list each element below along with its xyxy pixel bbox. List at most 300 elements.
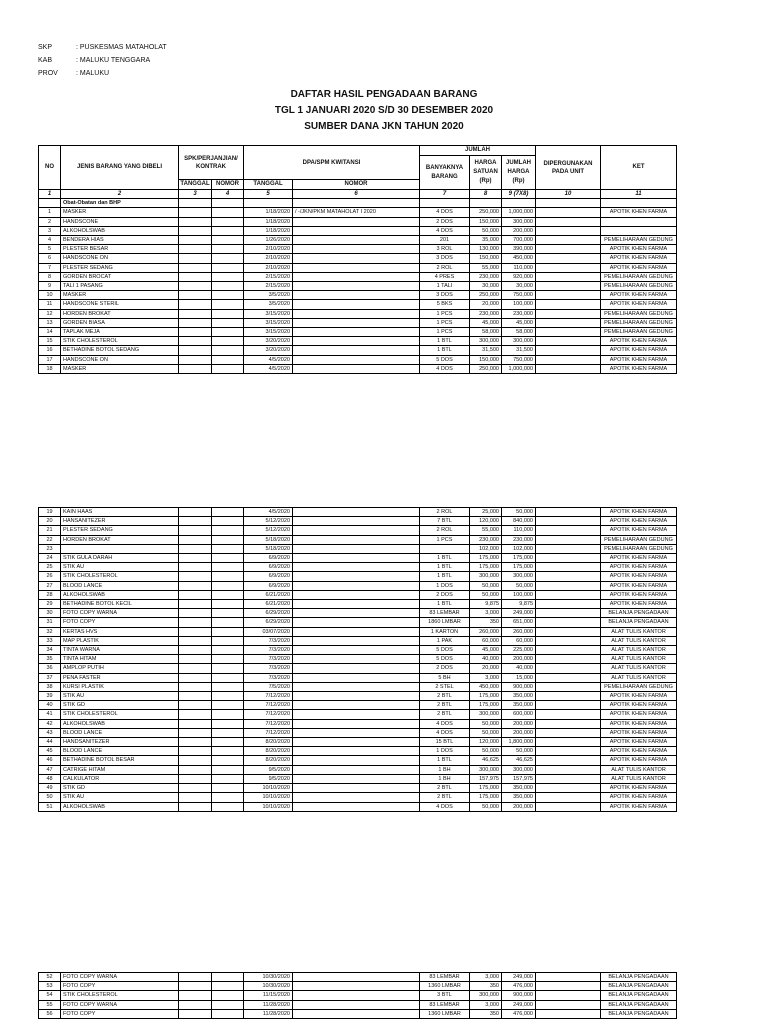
cell-no: 28 (39, 590, 61, 599)
cell-number (293, 272, 420, 281)
cell-date: 10/30/2020 (244, 973, 293, 982)
cell-spk-date (179, 600, 212, 609)
cell-unit-price: 50,000 (470, 226, 502, 235)
cell-no: 49 (39, 784, 61, 793)
cell-spk-number (212, 655, 244, 664)
cell-item: BLOOD LANCE (61, 728, 179, 737)
cell-unit (536, 738, 601, 747)
cell-number (293, 682, 420, 691)
cell-spk-number (212, 793, 244, 802)
cell-no: 23 (39, 544, 61, 553)
cell-date: 6/29/2020 (244, 609, 293, 618)
cell-unit (536, 765, 601, 774)
cell-quantity: 1 BTL (420, 756, 470, 765)
cell-spk-date (179, 692, 212, 701)
cell-ket: PEMELIHARAAN GEDUNG (601, 328, 677, 337)
cell-date: 5/12/2020 (244, 517, 293, 526)
cell-spk-number (212, 673, 244, 682)
cell-ket: APOTIK KHEN FARMA (601, 355, 677, 364)
cell-number (293, 554, 420, 563)
cell-unit (536, 1009, 601, 1018)
table-row (39, 701, 677, 710)
meta-value: : MALUKU (76, 70, 110, 77)
cell-item: MASKER (61, 364, 179, 373)
cell-quantity: 1 PCS (420, 309, 470, 318)
cell-number (293, 774, 420, 783)
cell-spk-number (212, 508, 244, 517)
cell-quantity: 2 BTL (420, 793, 470, 802)
cell-number (293, 973, 420, 982)
cell-number (293, 535, 420, 544)
cell-no: 37 (39, 673, 61, 682)
cell-number (293, 618, 420, 627)
cell-spk-date (179, 282, 212, 291)
cell-spk-date (179, 784, 212, 793)
cell-spk-number (212, 692, 244, 701)
cell-ket: APOTIK KHEN FARMA (601, 793, 677, 802)
cell-total-price: 350,000 (502, 692, 536, 701)
cell-item: BLOOD LANCE (61, 747, 179, 756)
col-header-jenis: JENIS BARANG YANG DIBELI (61, 146, 179, 190)
cell-no: 36 (39, 664, 61, 673)
cell-quantity: 5 BH (420, 673, 470, 682)
cell-spk-number (212, 728, 244, 737)
cell-date: 4/5/2020 (244, 355, 293, 364)
cell-total-price: 840,000 (502, 517, 536, 526)
table-row (39, 309, 677, 318)
cell-date: 3/15/2020 (244, 318, 293, 327)
cell-no: 26 (39, 572, 61, 581)
table-row (39, 590, 677, 599)
cell-total-price: 31,500 (502, 346, 536, 355)
cell-unit (536, 282, 601, 291)
cell-spk-number (212, 982, 244, 991)
cell-spk-number (212, 664, 244, 673)
cell-number (293, 793, 420, 802)
cell-ket: APOTIK KHEN FARMA (601, 300, 677, 309)
cell-number (293, 328, 420, 337)
cell-quantity: 1 DOS (420, 581, 470, 590)
cell-ket: APOTIK KHEN FARMA (601, 337, 677, 346)
cell-spk-date (179, 291, 212, 300)
meta-row (38, 41, 167, 54)
cell-spk-number (212, 254, 244, 263)
table-row (39, 627, 677, 636)
cell-total-price: 100,000 (502, 590, 536, 599)
cell-spk-date (179, 802, 212, 811)
cell-unit (536, 618, 601, 627)
cell-quantity: 1 BTL (420, 572, 470, 581)
cell-quantity: 2 ROL (420, 508, 470, 517)
cell-item: PLESTER SEDANG (61, 263, 179, 272)
cell-date: 2/15/2020 (244, 282, 293, 291)
cell-spk-date (179, 263, 212, 272)
cell-ket: APOTIK KHEN FARMA (601, 263, 677, 272)
cell-ket: APOTIK KHEN FARMA (601, 508, 677, 517)
cell-unit (536, 272, 601, 281)
cell-ket: PEMELIHARAAN GEDUNG (601, 535, 677, 544)
column-number: 6 (293, 190, 420, 199)
cell-number (293, 572, 420, 581)
cell-total-price: 390,000 (502, 245, 536, 254)
table-row (39, 710, 677, 719)
cell-spk-number (212, 554, 244, 563)
cell-date: 8/20/2020 (244, 756, 293, 765)
cell-total-price: 700,000 (502, 236, 536, 245)
table-row (39, 682, 677, 691)
cell-no: 18 (39, 364, 61, 373)
cell-unit (536, 719, 601, 728)
cell-ket: ALAT TULIS KANTOR (601, 673, 677, 682)
cell-no: 24 (39, 554, 61, 563)
cell-no: 40 (39, 701, 61, 710)
cell-spk-number (212, 765, 244, 774)
cell-no: 2 (39, 217, 61, 226)
cell-item: KAIN HAAS (61, 508, 179, 517)
cell-item: STIK GD (61, 701, 179, 710)
cell-unit (536, 664, 601, 673)
cell-total-price: 200,000 (502, 719, 536, 728)
cell-quantity: 201 (420, 236, 470, 245)
cell-no: 44 (39, 738, 61, 747)
cell-unit-price: 20,000 (470, 300, 502, 309)
col-header-ket: KET (601, 146, 677, 190)
cell-ket: APOTIK KHEN FARMA (601, 526, 677, 535)
cell-spk-number (212, 337, 244, 346)
cell-unit-price: 55,000 (470, 526, 502, 535)
col-header-nomor: NOMOR (212, 180, 244, 190)
cell-ket: ALAT TULIS KANTOR (601, 655, 677, 664)
cell-no: 3 (39, 226, 61, 235)
cell-quantity: 2 DOS (420, 664, 470, 673)
cell-total-price: 249,000 (502, 609, 536, 618)
table-row (39, 1009, 677, 1018)
cell-unit-price: 58,000 (470, 328, 502, 337)
cell-date: 10/10/2020 (244, 784, 293, 793)
cell-ket: ALAT TULIS KANTOR (601, 765, 677, 774)
cell-ket: APOTIK KHEN FARMA (601, 563, 677, 572)
col-header-nomor-dpa: NOMOR (293, 180, 420, 190)
cell-ket: APOTIK KHEN FARMA (601, 590, 677, 599)
cell-item: STIK AU (61, 563, 179, 572)
meta-key: SKP (38, 44, 53, 51)
cell-total-price: 110,000 (502, 526, 536, 535)
cell-unit (536, 300, 601, 309)
column-number: 2 (61, 190, 179, 199)
cell-ket: APOTIK KHEN FARMA (601, 254, 677, 263)
table-row (39, 254, 677, 263)
cell-unit (536, 701, 601, 710)
cell-number (293, 318, 420, 327)
cell-unit (536, 710, 601, 719)
cell-spk-date (179, 508, 212, 517)
cell-date: 4/5/2020 (244, 508, 293, 517)
cell-no: 55 (39, 1000, 61, 1009)
cell-number (293, 526, 420, 535)
column-number: 4 (212, 190, 244, 199)
cell-item: GORDEN BROCAT (61, 272, 179, 281)
cell-quantity: 5 DOS (420, 655, 470, 664)
cell-quantity: 3 ROL (420, 245, 470, 254)
cell-unit (536, 793, 601, 802)
cell-unit-price: 230,000 (470, 309, 502, 318)
cell-total-price: 260,000 (502, 627, 536, 636)
cell-spk-date (179, 618, 212, 627)
cell-spk-date (179, 208, 212, 217)
table-row (39, 636, 677, 645)
cell-spk-date (179, 991, 212, 1000)
cell-quantity: 1 BTL (420, 563, 470, 572)
cell-quantity: 4 DOS (420, 226, 470, 235)
cell-total-price: 249,000 (502, 1000, 536, 1009)
cell-spk-number (212, 263, 244, 272)
table-row (39, 291, 677, 300)
cell-quantity: 1 PCS (420, 535, 470, 544)
cell-unit (536, 747, 601, 756)
cell-quantity: 15 BTL (420, 738, 470, 747)
cell-no: 12 (39, 309, 61, 318)
cell-total-price: 200,000 (502, 226, 536, 235)
cell-quantity: 83 LEMBAR (420, 1000, 470, 1009)
cell-unit (536, 728, 601, 737)
cell-spk-date (179, 701, 212, 710)
cell-total-price: 102,000 (502, 544, 536, 553)
cell-spk-date (179, 765, 212, 774)
cell-ket: APOTIK KHEN FARMA (601, 728, 677, 737)
cell-spk-date (179, 655, 212, 664)
cell-item: HANDSCONE ON (61, 254, 179, 263)
cell-total-price: 900,000 (502, 991, 536, 1000)
cell-unit-price: 150,000 (470, 254, 502, 263)
cell-no: 52 (39, 973, 61, 982)
cell-no: 1 (39, 208, 61, 217)
cell-spk-number (212, 309, 244, 318)
column-number: 11 (601, 190, 677, 199)
cell-total-price: 476,000 (502, 982, 536, 991)
cell-quantity: 1 BH (420, 774, 470, 783)
cell-spk-date (179, 1009, 212, 1018)
cell-date: 1/26/2020 (244, 236, 293, 245)
cell-no: 7 (39, 263, 61, 272)
cell-ket: PEMELIHARAAN GEDUNG (601, 682, 677, 691)
cell-spk-date (179, 346, 212, 355)
cell-total-price: 157,975 (502, 774, 536, 783)
table-row (39, 572, 677, 581)
cell-spk-number (212, 217, 244, 226)
cell-number (293, 710, 420, 719)
cell-item: STIK CHOLESTEROL (61, 710, 179, 719)
cell-spk-date (179, 328, 212, 337)
cell-total-price: 230,000 (502, 535, 536, 544)
cell-no: 33 (39, 636, 61, 645)
cell-item: STIK GD (61, 784, 179, 793)
cell-number (293, 609, 420, 618)
cell-ket: APOTIK KHEN FARMA (601, 517, 677, 526)
cell-ket: APOTIK KHEN FARMA (601, 581, 677, 590)
cell-date: 11/28/2020 (244, 1009, 293, 1018)
cell-quantity: 2 BTL (420, 710, 470, 719)
cell-date: 7/12/2020 (244, 719, 293, 728)
cell-number (293, 1009, 420, 1018)
cell-date: 6/9/2020 (244, 581, 293, 590)
table-row (39, 793, 677, 802)
cell-spk-date (179, 272, 212, 281)
cell-number (293, 563, 420, 572)
cell-quantity: 2 STEL (420, 682, 470, 691)
cell-spk-date (179, 554, 212, 563)
cell-unit (536, 784, 601, 793)
cell-unit (536, 563, 601, 572)
table-row (39, 535, 677, 544)
cell-quantity: 3 BTL (420, 991, 470, 1000)
cell-item: STIK AU (61, 692, 179, 701)
cell-date: 7/12/2020 (244, 728, 293, 737)
cell-total-price: 100,000 (502, 300, 536, 309)
cell-item: BENDERA HIAS (61, 236, 179, 245)
cell-unit-price: 157,975 (470, 774, 502, 783)
cell-quantity: 5 DOS (420, 355, 470, 364)
cell-number (293, 636, 420, 645)
cell-spk-date (179, 793, 212, 802)
cell-unit-price: 3,000 (470, 673, 502, 682)
cell-date: 03/07/2020 (244, 627, 293, 636)
cell-quantity: 5 BKS (420, 300, 470, 309)
cell-unit (536, 364, 601, 373)
cell-no: 15 (39, 337, 61, 346)
cell-unit-price: 20,000 (470, 664, 502, 673)
cell-item: FOTO COPY (61, 982, 179, 991)
cell-ket: APOTIK KHEN FARMA (601, 802, 677, 811)
column-number-row (39, 190, 677, 199)
cell-quantity: 1 BTL (420, 600, 470, 609)
table-row (39, 208, 677, 217)
cell-no: 53 (39, 982, 61, 991)
cell-date: 3/15/2020 (244, 309, 293, 318)
cell-quantity: 1 PAK (420, 636, 470, 645)
cell-quantity: 7 BTL (420, 517, 470, 526)
cell-unit-price: 50,000 (470, 719, 502, 728)
cell-unit (536, 991, 601, 1000)
cell-total-price: 476,000 (502, 1009, 536, 1018)
cell-spk-date (179, 973, 212, 982)
cell-total-price: 651,000 (502, 618, 536, 627)
cell-total-price: 230,000 (502, 309, 536, 318)
table-row (39, 346, 677, 355)
cell-ket: PEMELIHARAAN GEDUNG (601, 318, 677, 327)
cell-unit-price: 175,000 (470, 563, 502, 572)
cell-quantity: 83 LEMBAR (420, 609, 470, 618)
cell-spk-number (212, 636, 244, 645)
cell-unit (536, 517, 601, 526)
cell-unit (536, 802, 601, 811)
cell-no: 54 (39, 991, 61, 1000)
cell-spk-number (212, 646, 244, 655)
cell-spk-number (212, 682, 244, 691)
cell-item: STIK AU (61, 793, 179, 802)
group-label: Obat-Obatan dan BHP (61, 199, 179, 208)
cell-unit-price: 46,625 (470, 756, 502, 765)
cell-date: 1/18/2020 (244, 217, 293, 226)
cell-unit-price: 102,000 (470, 544, 502, 553)
cell-number (293, 784, 420, 793)
cell-total-price: 750,000 (502, 355, 536, 364)
cell-unit-price: 300,000 (470, 572, 502, 581)
cell-ket: PEMELIHARAAN GEDUNG (601, 309, 677, 318)
cell-spk-date (179, 627, 212, 636)
cell-date: 7/12/2020 (244, 710, 293, 719)
cell-no: 43 (39, 728, 61, 737)
cell-total-price: 200,000 (502, 802, 536, 811)
cell-spk-number (212, 1000, 244, 1009)
cell-date: 7/3/2020 (244, 655, 293, 664)
cell-quantity: 2 ROL (420, 263, 470, 272)
cell-quantity: 3 DOS (420, 291, 470, 300)
cell-ket: ALAT TULIS KANTOR (601, 774, 677, 783)
cell-quantity: 1 PCS (420, 318, 470, 327)
cell-spk-date (179, 646, 212, 655)
cell-total-price: 450,000 (502, 254, 536, 263)
cell-spk-number (212, 1009, 244, 1018)
cell-unit-price: 30,000 (470, 282, 502, 291)
cell-spk-number (212, 802, 244, 811)
cell-date: 11/15/2020 (244, 991, 293, 1000)
cell-no: 48 (39, 774, 61, 783)
cell-spk-number (212, 627, 244, 636)
table-row (39, 728, 677, 737)
cell-spk-number (212, 300, 244, 309)
cell-item: HANDSANITEZER (61, 738, 179, 747)
cell-no: 13 (39, 318, 61, 327)
cell-unit-price: 130,000 (470, 245, 502, 254)
cell-date: 6/29/2020 (244, 618, 293, 627)
cell-number (293, 355, 420, 364)
cell-unit-price: 50,000 (470, 802, 502, 811)
cell-quantity: 2 DOS (420, 590, 470, 599)
table-row (39, 991, 677, 1000)
cell-no: 41 (39, 710, 61, 719)
cell-ket: ALAT TULIS KANTOR (601, 636, 677, 645)
cell-date: 5/12/2020 (244, 526, 293, 535)
cell-spk-date (179, 563, 212, 572)
cell-spk-date (179, 300, 212, 309)
cell-spk-number (212, 784, 244, 793)
cell-spk-number (212, 517, 244, 526)
cell-item: PLESTER SEDANG (61, 526, 179, 535)
cell-spk-number (212, 544, 244, 553)
cell-date: 7/3/2020 (244, 664, 293, 673)
cell-number (293, 226, 420, 235)
cell-no: 51 (39, 802, 61, 811)
cell-unit-price: 50,000 (470, 581, 502, 590)
cell-spk-number (212, 535, 244, 544)
cell-spk-number (212, 609, 244, 618)
cell-unit-price: 45,000 (470, 318, 502, 327)
column-number: 8 (470, 190, 502, 199)
cell-spk-date (179, 517, 212, 526)
cell-spk-number (212, 572, 244, 581)
cell-item: CALKULATOR (61, 774, 179, 783)
cell-no: 14 (39, 328, 61, 337)
cell-no: 45 (39, 747, 61, 756)
cell-spk-number (212, 318, 244, 327)
cell-quantity: 1 BTL (420, 346, 470, 355)
cell-spk-date (179, 609, 212, 618)
cell-ket: BELANJA PENGADAAN (601, 982, 677, 991)
cell-unit (536, 627, 601, 636)
cell-unit (536, 982, 601, 991)
cell-quantity: 2 DOS (420, 217, 470, 226)
cell-unit-price: 35,000 (470, 236, 502, 245)
